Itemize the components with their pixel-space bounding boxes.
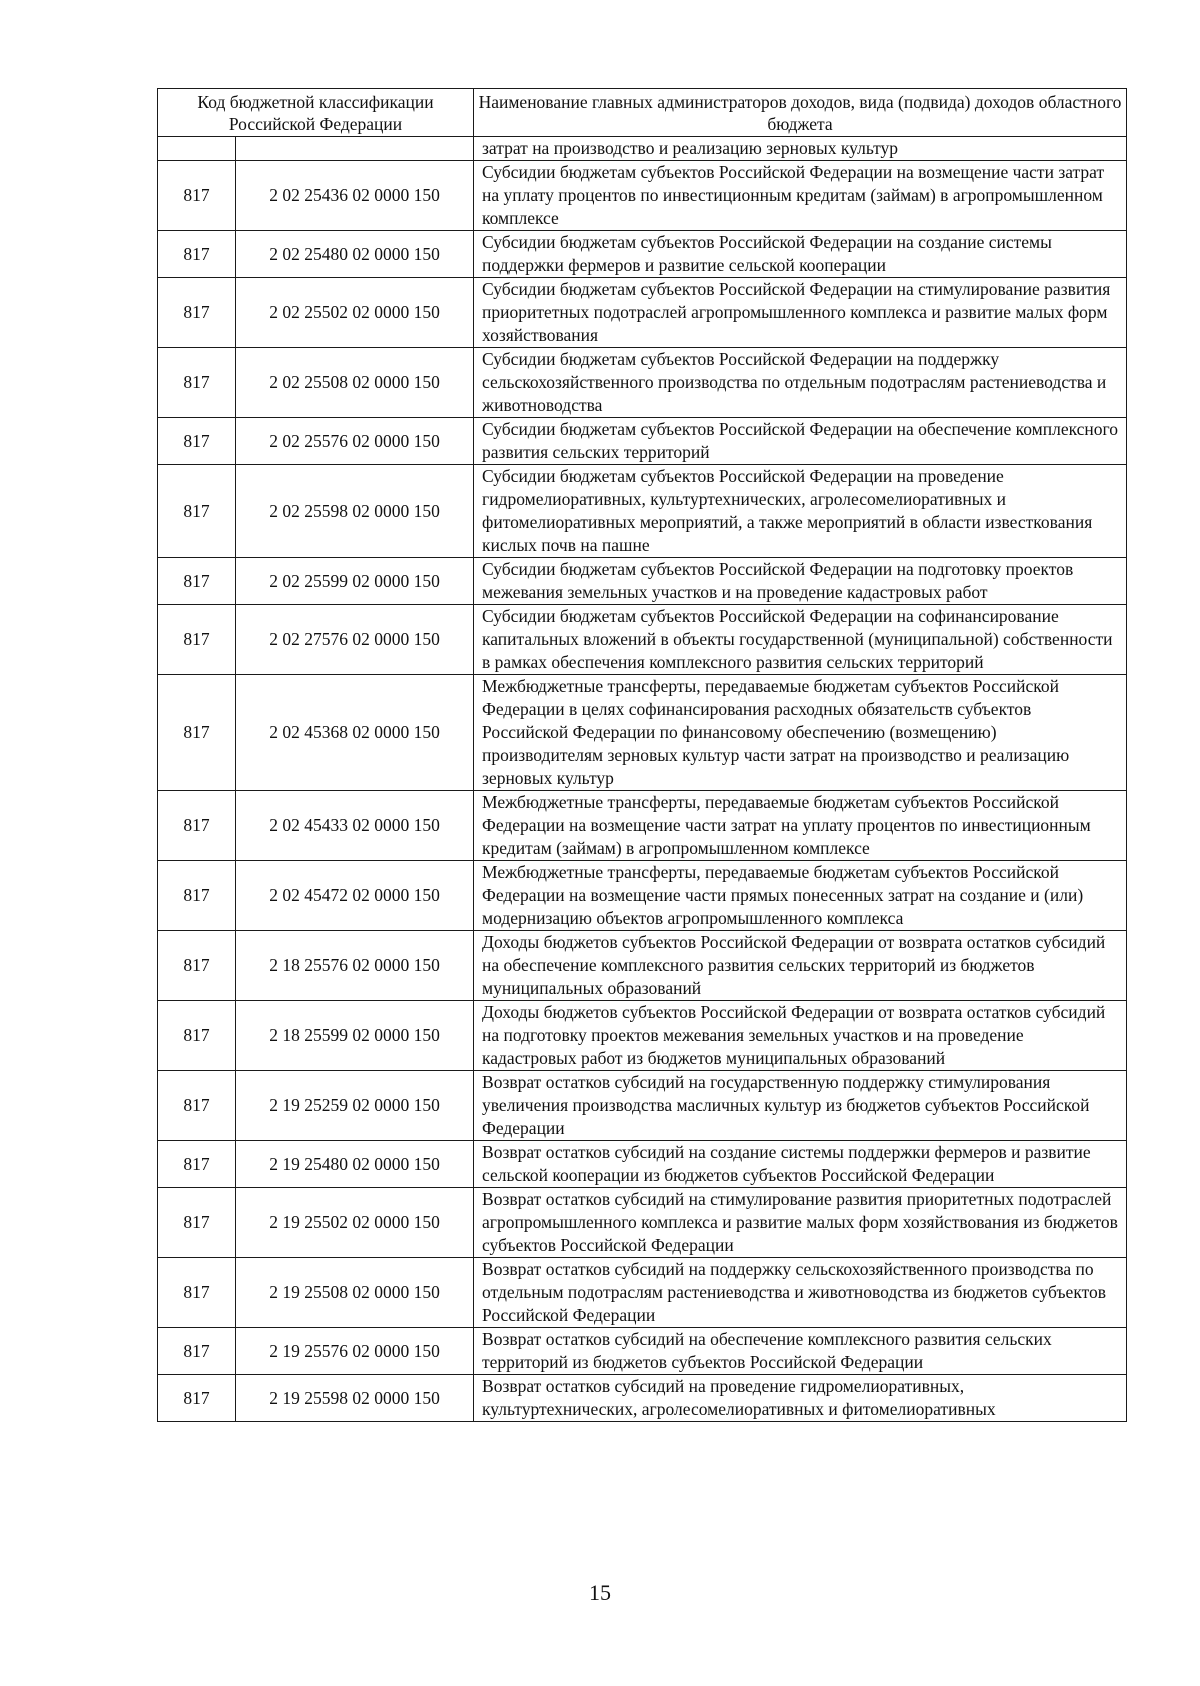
budget-code-cell: 2 02 25480 02 0000 150 bbox=[236, 231, 474, 278]
admin-code-cell: 817 bbox=[158, 931, 236, 1001]
budget-code-cell: 2 18 25599 02 0000 150 bbox=[236, 1001, 474, 1071]
budget-code-cell: 2 19 25576 02 0000 150 bbox=[236, 1328, 474, 1375]
budget-code-cell: 2 18 25576 02 0000 150 bbox=[236, 931, 474, 1001]
table-row bbox=[158, 1375, 1127, 1422]
income-name-cell: Субсидии бюджетам субъектов Российской Федерации на софинансирование капитальных вложений в объекты государственной (муниципальной) собственности в рамках обеспечения комплексного развития сельских территорий bbox=[474, 605, 1127, 675]
admin-code-cell: 817 bbox=[158, 558, 236, 605]
income-name-cell: Субсидии бюджетам субъектов Российской Федерации на подготовку проектов межевания земельных участков и на проведение кадастровых работ bbox=[474, 558, 1127, 605]
income-name-cell: Субсидии бюджетам субъектов Российской Федерации на стимулирование развития приоритетных подотраслей агропромышленного комплекса и развитие малых форм хозяйствования bbox=[474, 278, 1127, 348]
table-row bbox=[158, 348, 1127, 418]
admin-code-cell: 817 bbox=[158, 465, 236, 558]
budget-classification-table bbox=[157, 88, 1127, 1422]
header-code-group: Код бюджетной классификации Российской Федерации bbox=[158, 89, 474, 137]
table-row bbox=[158, 1258, 1127, 1328]
admin-code-cell: 817 bbox=[158, 231, 236, 278]
header-name: Наименование главных администраторов доходов, вида (подвида) доходов областного бюджета bbox=[474, 89, 1127, 137]
income-name-cell: Возврат остатков субсидий на проведение гидромелиоративных, культуртехнических, агролесомелиоративных и фитомелиоративных bbox=[474, 1375, 1127, 1422]
budget-code-cell: 2 02 25436 02 0000 150 bbox=[236, 161, 474, 231]
income-name-cell: Субсидии бюджетам субъектов Российской Федерации на обеспечение комплексного развития сельских территорий bbox=[474, 418, 1127, 465]
income-name-cell: Межбюджетные трансферты, передаваемые бюджетам субъектов Российской Федерации в целях софинансирования расходных обязательств субъектов Российской Федерации по финансовому обеспечению (возмещению) производителям зерновых культур части затрат на производство и реализацию зерновых культур bbox=[474, 675, 1127, 791]
table-row bbox=[158, 231, 1127, 278]
income-name-cell: Возврат остатков субсидий на стимулирование развития приоритетных подотраслей агропромышленного комплекса и развитие малых форм хозяйствования из бюджетов субъектов Российской Федерации bbox=[474, 1188, 1127, 1258]
admin-code-cell: 817 bbox=[158, 1141, 236, 1188]
budget-code-cell: 2 19 25480 02 0000 150 bbox=[236, 1141, 474, 1188]
table-row bbox=[158, 161, 1127, 231]
admin-code-cell: 817 bbox=[158, 278, 236, 348]
page-number: 15 bbox=[589, 1580, 611, 1605]
continuation-name-cell: затрат на производство и реализацию зерновых культур bbox=[474, 137, 1127, 161]
income-name-cell: Возврат остатков субсидий на обеспечение комплексного развития сельских территорий из бюджетов субъектов Российской Федерации bbox=[474, 1328, 1127, 1375]
table-header-row bbox=[158, 89, 1127, 137]
table-row bbox=[158, 418, 1127, 465]
admin-code-cell: 817 bbox=[158, 1328, 236, 1375]
admin-code-cell: 817 bbox=[158, 1258, 236, 1328]
continuation-row bbox=[158, 137, 1127, 161]
budget-code-cell: 2 02 27576 02 0000 150 bbox=[236, 605, 474, 675]
budget-code-cell: 2 19 25598 02 0000 150 bbox=[236, 1375, 474, 1422]
table-row bbox=[158, 1141, 1127, 1188]
table-row bbox=[158, 931, 1127, 1001]
income-name-cell: Субсидии бюджетам субъектов Российской Федерации на возмещение части затрат на уплату процентов по инвестиционным кредитам (займам) в агропромышленном комплексе bbox=[474, 161, 1127, 231]
income-name-cell: Субсидии бюджетам субъектов Российской Федерации на создание системы поддержки фермеров и развитие сельской кооперации bbox=[474, 231, 1127, 278]
table-row bbox=[158, 1001, 1127, 1071]
continuation-code-cell bbox=[236, 137, 474, 161]
table-body bbox=[158, 137, 1127, 1422]
budget-code-cell: 2 02 25502 02 0000 150 bbox=[236, 278, 474, 348]
admin-code-cell: 817 bbox=[158, 1001, 236, 1071]
income-name-cell: Субсидии бюджетам субъектов Российской Федерации на поддержку сельскохозяйственного производства по отдельным подотраслям растениеводства и животноводства bbox=[474, 348, 1127, 418]
budget-code-cell: 2 02 25599 02 0000 150 bbox=[236, 558, 474, 605]
budget-code-cell: 2 19 25508 02 0000 150 bbox=[236, 1258, 474, 1328]
admin-code-cell: 817 bbox=[158, 1188, 236, 1258]
admin-code-cell: 817 bbox=[158, 348, 236, 418]
budget-code-cell: 2 02 45368 02 0000 150 bbox=[236, 675, 474, 791]
table-row bbox=[158, 1188, 1127, 1258]
admin-code-cell: 817 bbox=[158, 675, 236, 791]
budget-code-cell: 2 02 25508 02 0000 150 bbox=[236, 348, 474, 418]
income-name-cell: Доходы бюджетов субъектов Российской Федерации от возврата остатков субсидий на обеспечение комплексного развития сельских территорий из бюджетов муниципальных образований bbox=[474, 931, 1127, 1001]
admin-code-cell: 817 bbox=[158, 861, 236, 931]
admin-code-cell: 817 bbox=[158, 161, 236, 231]
income-name-cell: Возврат остатков субсидий на создание системы поддержки фермеров и развитие сельской кооперации из бюджетов субъектов Российской Федерации bbox=[474, 1141, 1127, 1188]
budget-code-cell: 2 19 25502 02 0000 150 bbox=[236, 1188, 474, 1258]
table-header bbox=[158, 89, 1127, 137]
table-row bbox=[158, 1071, 1127, 1141]
income-name-cell: Субсидии бюджетам субъектов Российской Федерации на проведение гидромелиоративных, культуртехнических, агролесомелиоративных и фитомелиоративных мероприятий, а также мероприятий в области известкования кислых почв на пашне bbox=[474, 465, 1127, 558]
admin-code-cell: 817 bbox=[158, 1375, 236, 1422]
table-row bbox=[158, 1328, 1127, 1375]
income-name-cell: Доходы бюджетов субъектов Российской Федерации от возврата остатков субсидий на подготовку проектов межевания земельных участков и на проведение кадастровых работ из бюджетов муниципальных образований bbox=[474, 1001, 1127, 1071]
admin-code-cell: 817 bbox=[158, 1071, 236, 1141]
admin-code-cell: 817 bbox=[158, 791, 236, 861]
budget-code-cell: 2 02 45433 02 0000 150 bbox=[236, 791, 474, 861]
table-row bbox=[158, 465, 1127, 558]
admin-code-cell: 817 bbox=[158, 418, 236, 465]
budget-code-cell: 2 02 25598 02 0000 150 bbox=[236, 465, 474, 558]
income-name-cell: Возврат остатков субсидий на государственную поддержку стимулирования увеличения производства масличных культур из бюджетов субъектов Российской Федерации bbox=[474, 1071, 1127, 1141]
table-row bbox=[158, 791, 1127, 861]
budget-code-cell: 2 02 45472 02 0000 150 bbox=[236, 861, 474, 931]
table-row bbox=[158, 558, 1127, 605]
budget-code-cell: 2 02 25576 02 0000 150 bbox=[236, 418, 474, 465]
table-row bbox=[158, 675, 1127, 791]
income-name-cell: Межбюджетные трансферты, передаваемые бюджетам субъектов Российской Федерации на возмещение части затрат на уплату процентов по инвестиционным кредитам (займам) в агропромышленном комплексе bbox=[474, 791, 1127, 861]
admin-code-cell: 817 bbox=[158, 605, 236, 675]
continuation-admin-cell bbox=[158, 137, 236, 161]
income-name-cell: Возврат остатков субсидий на поддержку сельскохозяйственного производства по отдельным подотраслям растениеводства и животноводства из бюджетов субъектов Российской Федерации bbox=[474, 1258, 1127, 1328]
table-row bbox=[158, 605, 1127, 675]
table-row bbox=[158, 278, 1127, 348]
income-name-cell: Межбюджетные трансферты, передаваемые бюджетам субъектов Российской Федерации на возмещение части прямых понесенных затрат на создание и (или) модернизацию объектов агропромышленного комплекса bbox=[474, 861, 1127, 931]
table-row bbox=[158, 861, 1127, 931]
budget-code-cell: 2 19 25259 02 0000 150 bbox=[236, 1071, 474, 1141]
